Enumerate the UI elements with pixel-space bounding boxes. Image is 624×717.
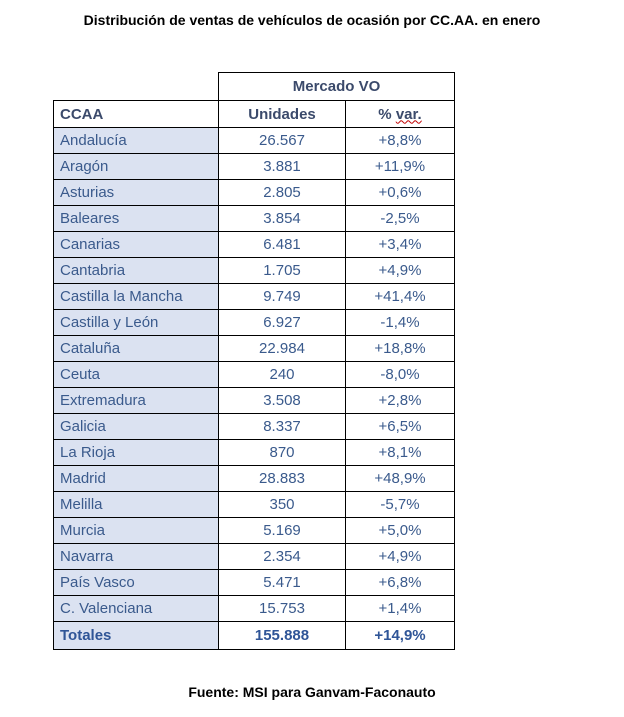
var-cell: +6,8%	[346, 570, 455, 596]
table-row	[54, 466, 455, 492]
var-cell: +3,4%	[346, 232, 455, 258]
table-row	[54, 414, 455, 440]
var-cell: +4,9%	[346, 544, 455, 570]
table-row	[54, 284, 455, 310]
region-cell: País Vasco	[54, 570, 219, 596]
table-row	[54, 492, 455, 518]
table-row	[54, 232, 455, 258]
table-row	[54, 206, 455, 232]
units-cell: 6.927	[219, 310, 346, 336]
header-var-prefix: %	[378, 105, 396, 123]
group-header-mercado-vo: Mercado VO	[219, 73, 455, 101]
header-ccaa: CCAA	[54, 101, 219, 128]
header-unidades: Unidades	[219, 101, 346, 128]
table-row	[54, 544, 455, 570]
region-cell: Cataluña	[54, 336, 219, 362]
region-cell: Asturias	[54, 180, 219, 206]
region-cell: Cantabria	[54, 258, 219, 284]
var-cell: +8,1%	[346, 440, 455, 466]
table-row	[54, 362, 455, 388]
document-title: Distribución de ventas de vehículos de ocasión por CC.AA. en enero	[83, 12, 541, 28]
region-cell: Melilla	[54, 492, 219, 518]
var-cell: +18,8%	[346, 336, 455, 362]
table-row	[54, 336, 455, 362]
var-cell: +2,8%	[346, 388, 455, 414]
table-row	[54, 570, 455, 596]
var-cell: -2,5%	[346, 206, 455, 232]
region-cell: Castilla la Mancha	[54, 284, 219, 310]
units-cell: 28.883	[219, 466, 346, 492]
var-cell: +11,9%	[346, 154, 455, 180]
units-cell: 870	[219, 440, 346, 466]
region-cell: Castilla y León	[54, 310, 219, 336]
region-cell: Andalucía	[54, 128, 219, 154]
var-cell: -5,7%	[346, 492, 455, 518]
units-cell: 3.854	[219, 206, 346, 232]
units-cell: 8.337	[219, 414, 346, 440]
region-cell: Canarias	[54, 232, 219, 258]
source-note: Fuente: MSI para Ganvam-Faconauto	[188, 684, 436, 700]
units-cell: 6.481	[219, 232, 346, 258]
var-cell: -1,4%	[346, 310, 455, 336]
units-cell: 9.749	[219, 284, 346, 310]
region-cell: Ceuta	[54, 362, 219, 388]
region-cell: Totales	[54, 622, 219, 650]
var-cell: +48,9%	[346, 466, 455, 492]
table-row	[54, 128, 455, 154]
var-cell: +5,0%	[346, 518, 455, 544]
var-cell: +0,6%	[346, 180, 455, 206]
table-row	[54, 518, 455, 544]
var-cell: +4,9%	[346, 258, 455, 284]
region-cell: Madrid	[54, 466, 219, 492]
units-cell: 2.354	[219, 544, 346, 570]
table-row	[54, 258, 455, 284]
header-var	[346, 101, 455, 128]
totals-row	[54, 622, 455, 650]
table-row	[54, 388, 455, 414]
var-cell: +41,4%	[346, 284, 455, 310]
table-row	[54, 180, 455, 206]
units-cell: 155.888	[219, 622, 346, 650]
units-cell: 22.984	[219, 336, 346, 362]
units-cell: 240	[219, 362, 346, 388]
table-row	[54, 440, 455, 466]
region-cell: C. Valenciana	[54, 596, 219, 622]
var-cell: +6,5%	[346, 414, 455, 440]
units-cell: 15.753	[219, 596, 346, 622]
var-cell: +14,9%	[346, 622, 455, 650]
region-cell: Navarra	[54, 544, 219, 570]
region-cell: La Rioja	[54, 440, 219, 466]
units-cell: 1.705	[219, 258, 346, 284]
header-var-word: var.	[395, 105, 422, 123]
table-row	[54, 154, 455, 180]
var-cell: +1,4%	[346, 596, 455, 622]
units-cell: 2.805	[219, 180, 346, 206]
var-cell: -8,0%	[346, 362, 455, 388]
group-header-row	[54, 73, 455, 101]
table-row	[54, 310, 455, 336]
sales-table	[53, 72, 455, 650]
units-cell: 3.881	[219, 154, 346, 180]
units-cell: 26.567	[219, 128, 346, 154]
units-cell: 5.471	[219, 570, 346, 596]
region-cell: Murcia	[54, 518, 219, 544]
table-row	[54, 596, 455, 622]
region-cell: Galicia	[54, 414, 219, 440]
units-cell: 3.508	[219, 388, 346, 414]
var-cell: +8,8%	[346, 128, 455, 154]
region-cell: Aragón	[54, 154, 219, 180]
region-cell: Baleares	[54, 206, 219, 232]
units-cell: 5.169	[219, 518, 346, 544]
region-cell: Extremadura	[54, 388, 219, 414]
column-header-row	[54, 101, 455, 128]
group-header-spacer	[54, 73, 219, 101]
units-cell: 350	[219, 492, 346, 518]
